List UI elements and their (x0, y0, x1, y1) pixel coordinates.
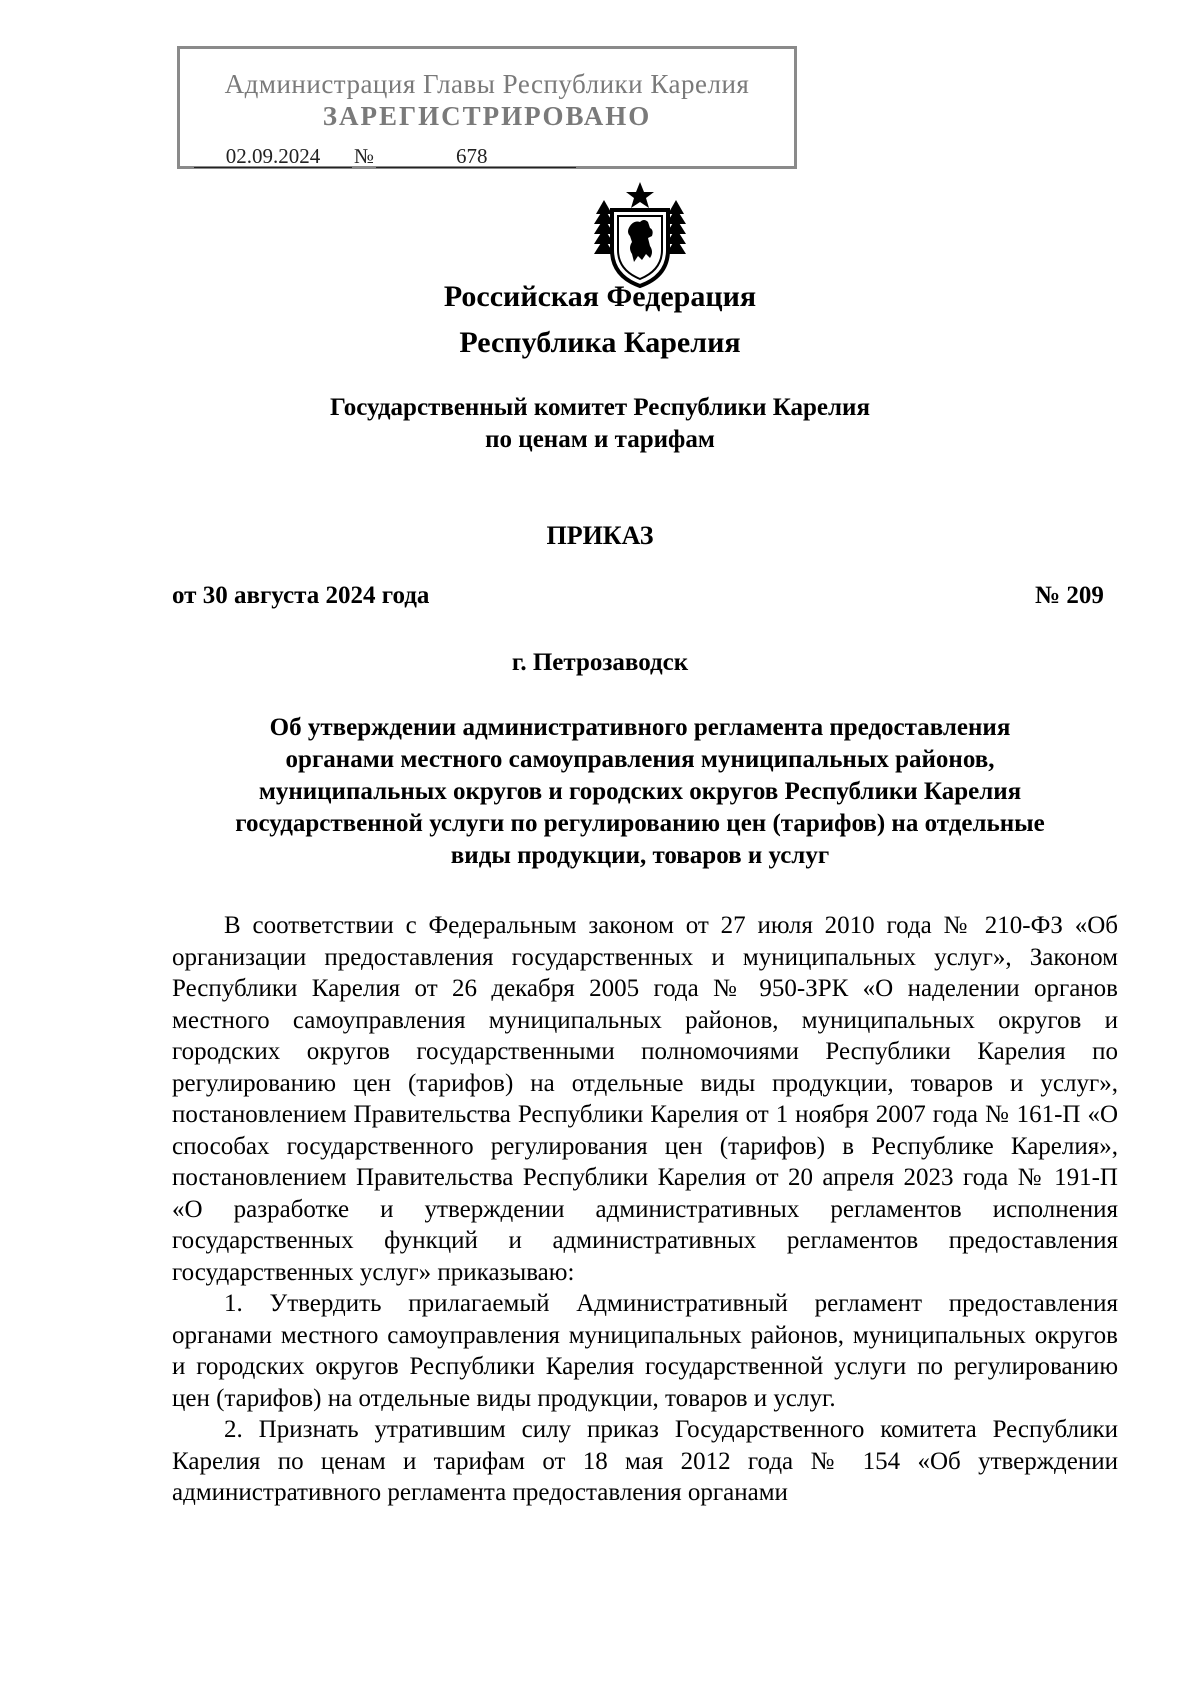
title-line: муниципальных округов и городских округов Республики Карелия (258, 778, 1022, 805)
title-line: органами местного самоуправления муниципальных районов, (285, 746, 995, 773)
item-2-paragraph: 2. Признать утратившим силу приказ Государственного комитета Республики Карелия по ценам и тарифам от 18 мая 2012 года № 154 «Об утверждении административного регламента предоставления органами (172, 1416, 1118, 1506)
stamp-registration-line (194, 144, 576, 169)
karelia-coat-of-arms-icon (590, 180, 690, 290)
registration-stamp (177, 46, 797, 169)
order-date: от 30 августа 2024 года (172, 582, 430, 609)
order-title (170, 712, 1110, 872)
stamp-number: 678 (376, 145, 576, 168)
stamp-registered-label: ЗАРЕГИСТРИРОВАНО (322, 101, 652, 131)
item-1-paragraph: 1. Утвердить прилагаемый Административный регламент предоставления органами местного самоуправления муниципальных районов, муниципальных округов и городских округов Республики Карелия государственной услуги по регулированию цен (тарифов) на отдельные виды продукции, товаров и услуг. (172, 1290, 1118, 1412)
title-line: Об утверждении административного регламента предоставления (269, 714, 1011, 741)
city: г. Петрозаводск (511, 649, 689, 676)
country-heading: Российская Федерация (443, 280, 757, 313)
preamble-paragraph: В соответствии с Федеральным законом от 27 июля 2010 года № 210-ФЗ «Об организации предоставления государственных и муниципальных услуг», Законом Республики Карелия от 26 декабря 2005 года № 950-ЗРК «О наделении органов местного самоуправления муниципальных районов, муниципальных округов и городских округов государственными полномочиями Республики Карелия по регулированию цен (тарифов) на отдельные виды продукции, товаров и услуг», постановлением Правительства Республики Карелия от 1 ноября 2007 года № 161-П «О способах государственного регулирования цен (тарифов) в Республике Карелия», постановлением Правительства Республики Карелия от 20 апреля 2023 года № 191-П «О разработке и утверждении административных регламентов исполнения государственных функций и административных регламентов предоставления государственных услуг» приказываю: (172, 912, 1118, 1286)
order-number: № 209 (1035, 582, 1104, 609)
stamp-authority: Администрация Главы Республики Карелия (224, 69, 750, 99)
order-body (172, 910, 1118, 1509)
title-line: виды продукции, товаров и услуг (450, 842, 830, 869)
republic-heading: Республика Карелия (459, 326, 741, 359)
committee-heading-line1: Государственный комитет Республики Карелия (330, 394, 870, 421)
document-type: ПРИКАЗ (546, 521, 654, 550)
stamp-date: 02.09.2024 (194, 145, 352, 168)
stamp-number-sign: № (354, 144, 375, 168)
title-line: государственной услуги по регулированию цен (тарифов) на отдельные (235, 810, 1045, 837)
committee-heading-line2: по ценам и тарифам (485, 426, 715, 453)
